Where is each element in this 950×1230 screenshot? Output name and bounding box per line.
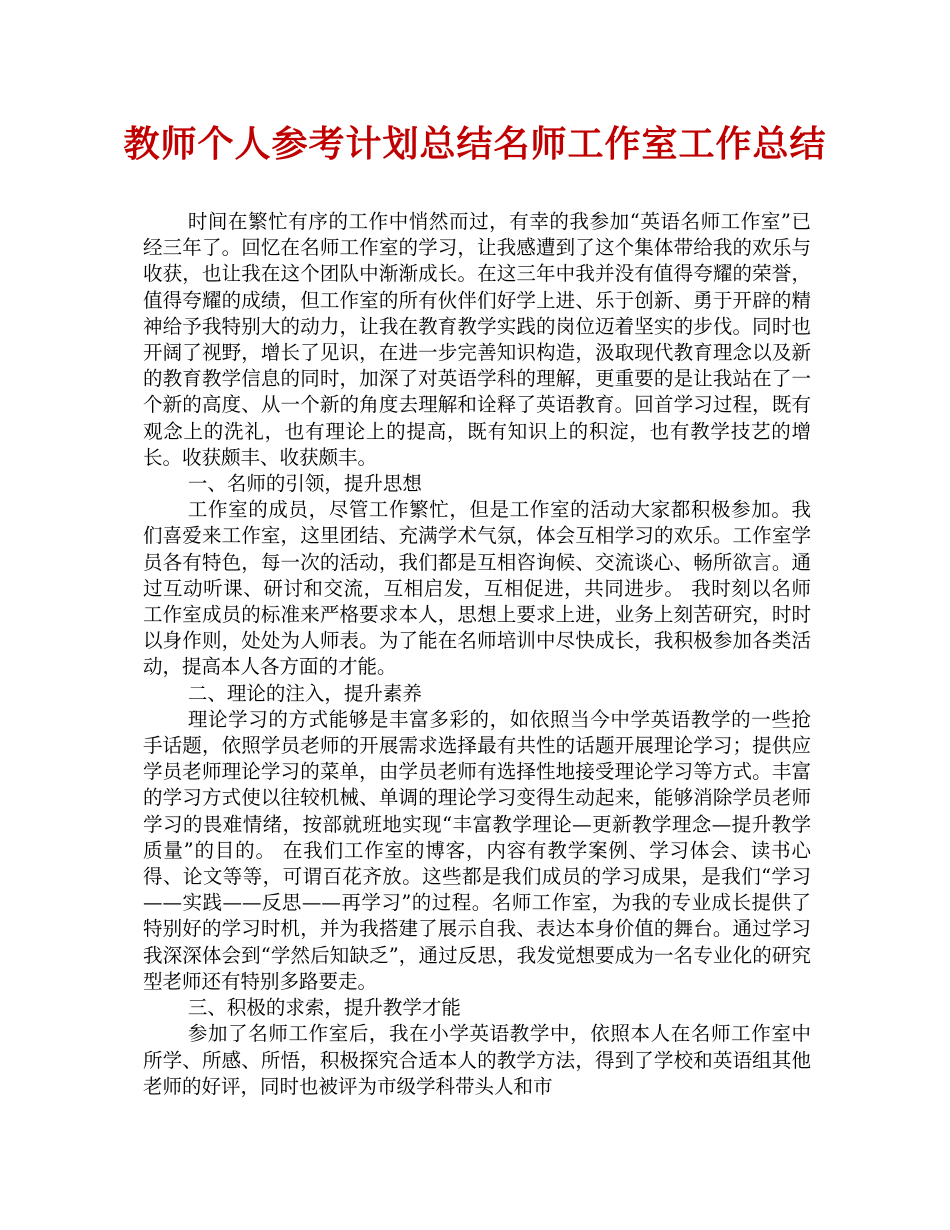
section-heading-3: 三、积极的求索，提升教学才能	[187, 996, 461, 1020]
section-heading-2: 二、理论的注入，提升素养	[187, 681, 422, 705]
document-body	[143, 209, 811, 1100]
paragraph-section-2: 理论学习的方式能够是丰富多彩的，如依照当今中学英语教学的一些抢手话题，依照学员老师的开展需求选择最有共性的话题开展理论学习；提供应学员老师理论学习的菜单，由学员老师有选择性地接受理论学习等方式。丰富的学习方式使以往较机械、单调的理论学习变得生动起来，能够消除学员老师学习的畏难情绪，按部就班地实现“丰富教学理论—更新教学理念—提升教学质量”的目的。 在我们工作室的博客，内容有教学案例、学习体会、读书心得、论文等等，可谓百花齐放。这些都是我们成员的学习成果，是我们“学习——实践——反思——再学习”的过程。名师工作室，为我的专业成长提供了特别好的学习时机，并为我搭建了展示自我、表达本身价值的舞台。通过学习我深深体会到“学然后知缺乏”，通过反思，我发觉想要成为一名专业化的研究型老师还有特别多路要走。	[143, 707, 811, 993]
section-heading-1: 一、名师的引领，提升思想	[187, 472, 422, 496]
paragraph-section-3: 参加了名师工作室后，我在小学英语教学中，依照本人在名师工作室中所学、所感、所悟，积极探究合适本人的教学方法，得到了学校和英语组其他老师的好评，同时也被评为市级学科带头人和市	[143, 1022, 811, 1098]
document-title: 教师个人参考计划总结名师工作室工作总结	[123, 124, 827, 165]
paragraph-section-1: 工作室的成员，尽管工作繁忙，但是工作室的活动大家都积极参加。我们喜爱来工作室，这里团结、充满学术气氛，体会互相学习的欢乐。工作室学员各有特色，每一次的活动，我们都是互相咨询候、交流谈心、畅所欲言。通过互动听课、研讨和交流，互相启发，互相促进，共同进步。 我时刻以名师工作室成员的标准来严格要求本人，思想上要求上进，业务上刻苦研究，时时以身作则，处处为人师表。为了能在名师培训中尽快成长，我积极参加各类活动，提高本人各方面的才能。	[143, 498, 811, 679]
paragraph-intro: 时间在繁忙有序的工作中悄然而过，有幸的我参加“英语名师工作室”已经三年了。回忆在名师工作室的学习，让我感遭到了这个集体带给我的欢乐与收获，也让我在这个团队中渐渐成长。在这三年中我并没有值得夸耀的荣誉，值得夸耀的成绩，但工作室的所有伙伴们好学上进、乐于创新、勇于开辟的精神给予我特别大的动力，让我在教育教学实践的岗位迈着坚实的步伐。同时也开阔了视野，增长了见识，在进一步完善知识构造，汲取现代教育理念以及新的教育教学信息的同时，加深了对英语学科的理解，更重要的是让我站在了一个新的高度、从一个新的角度去理解和诠释了英语教育。回首学习过程，既有观念上的洗礼，也有理论上的提高，既有知识上的积淀，也有教学技艺的增长。收获颇丰、收获颇丰。	[143, 210, 811, 469]
